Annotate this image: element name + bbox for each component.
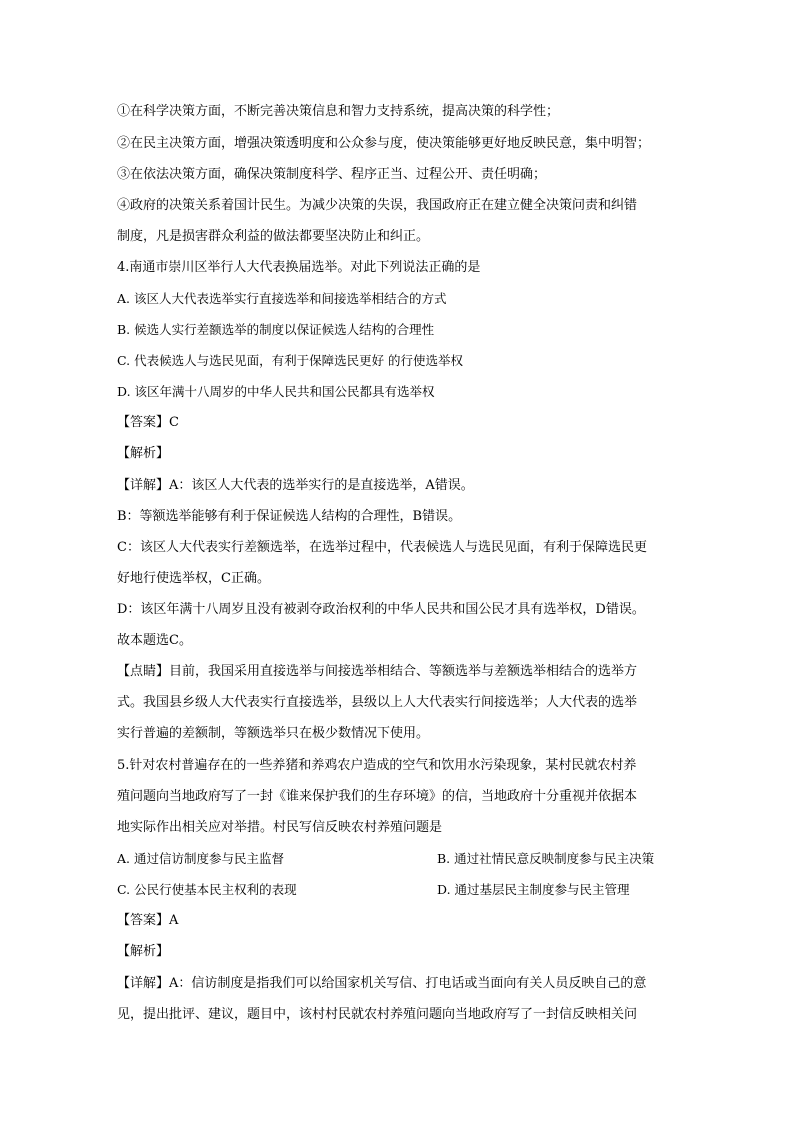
q5-stem-line-3: 地实际作出相关应对举措。村民写信反映农村养殖问题是 — [117, 820, 443, 835]
q4-answer: 【答案】C — [117, 415, 179, 430]
q4-detail-a: 【详解】A：该区人大代表的选举实行的是直接选举，A错误。 — [117, 478, 474, 493]
q4-option-c: C. 代表候选人与选民见面，有利于保障选民更好 的行使选举权 — [117, 353, 464, 368]
q5-options-row-2 — [117, 880, 687, 900]
q4-option-a: A. 该区人大代表选举实行直接选举和间接选举相结合的方式 — [117, 291, 447, 306]
q5-stem-line-1: 5.针对农村普遍存在的一些养猪和养鸡农户造成的空气和饮用水污染现象，某村民就农村养 — [117, 758, 637, 773]
q4-note-line-3: 实行普遍的差额制，等额选举只在极少数情况下使用。 — [117, 726, 430, 741]
q5-detail-line-1: 【详解】A：信访制度是指我们可以给国家机关写信、打电话或当面向有关人员反映自己的意 — [117, 976, 647, 991]
q5-analysis-heading: 【解析】 — [117, 944, 170, 959]
q3-item-1: ①在科学决策方面，不断完善决策信息和智力支持系统，提高决策的科学性； — [117, 104, 560, 119]
q4-option-d: D. 该区年满十八周岁的中华人民共和国公民都具有选举权 — [117, 384, 435, 399]
q4-detail-c-line-2: 好地行使选举权，C正确。 — [117, 571, 270, 586]
q5-option-b: B. 通过社情民意反映制度参与民主决策 — [437, 851, 655, 866]
q3-item-4-line-1: ④政府的决策关系着国计民生。为减少决策的失误，我国政府正在建立健全决策问责和纠错 — [117, 198, 638, 213]
q4-stem: 4.南通市崇川区举行人大代表换届选举。对此下列说法正确的是 — [117, 260, 481, 275]
q5-option-d: D. 通过基层民主制度参与民主管理 — [437, 882, 630, 897]
q4-option-b: B. 候选人实行差额选举的制度以保证候选人结构的合理性 — [117, 322, 435, 337]
q4-note-line-2: 式。我国县乡级人大代表实行直接选举，县级以上人大代表实行间接选举；人大代表的选举 — [117, 695, 638, 710]
q5-stem-line-2: 殖问题向当地政府写了一封《谁来保护我们的生存环境》的信，当地政府十分重视并依据本 — [117, 789, 638, 804]
q4-conclusion: 故本题选C。 — [117, 633, 192, 648]
q4-detail-d: D：该区年满十八周岁且没有被剥夺政治权利的中华人民共和国公民才具有选举权，D错误。 — [117, 602, 645, 617]
q3-item-4-line-2: 制度，凡是损害群众利益的做法都要坚决防止和纠正。 — [117, 229, 430, 244]
q5-option-a: A. 通过信访制度参与民主监督 — [117, 851, 284, 866]
q3-item-3: ③在依法决策方面，确保决策制度科学、程序正当、过程公开、责任明确； — [117, 167, 547, 182]
q4-detail-b: B：等额选举能够有利于保证候选人结构的合理性，B错误。 — [117, 509, 462, 524]
q4-detail-c-line-1: C：该区人大代表实行差额选举，在选举过程中，代表候选人与选民见面，有利于保障选民更 — [117, 540, 647, 555]
q5-option-c: C. 公民行使基本民主权利的表现 — [117, 882, 297, 897]
q4-note-line-1: 【点睛】目前，我国采用直接选举与间接选举相结合、等额选举与差额选举相结合的选举方 — [117, 664, 638, 679]
q4-analysis-heading: 【解析】 — [117, 446, 170, 461]
q5-answer: 【答案】A — [117, 913, 179, 928]
q3-item-2: ②在民主决策方面，增强决策透明度和公众参与度，使决策能够更好地反映民意，集中明智； — [117, 136, 651, 151]
q5-detail-line-2: 见，提出批评、建议，题目中，该村村民就农村养殖问题向当地政府写了一封信反映相关问 — [117, 1007, 638, 1022]
q5-options-row-1 — [117, 849, 687, 869]
